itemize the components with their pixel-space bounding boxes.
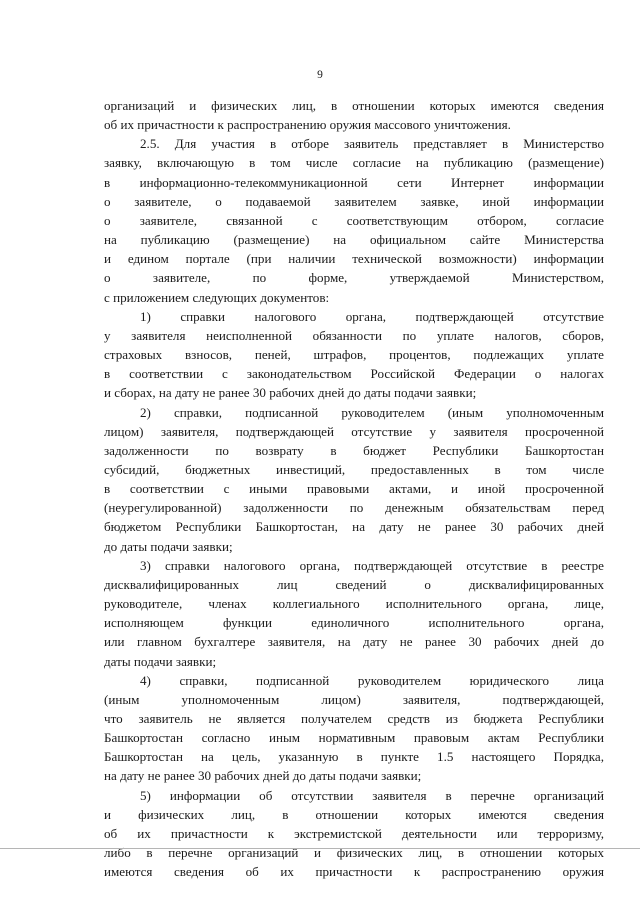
- text-line: о заявителе, о подаваемой заявителем заявке, иной информации: [104, 193, 604, 209]
- text-line: с приложением следующих документов:: [104, 289, 330, 305]
- text-line: организаций и физических лиц, в отношении которых имеются сведения: [104, 98, 604, 113]
- text-line: у заявителя неисполненной обязанности по уплате налогов, сборов,: [104, 327, 604, 343]
- footer-divider: [0, 848, 640, 849]
- text-line: Башкортостан на цель, указанную в пункте 1.5 настоящего Порядка,: [104, 749, 604, 765]
- text-line: 4) справки, подписанной руководителем юридического лица: [140, 672, 604, 688]
- text-line: до даты подачи заявки;: [104, 538, 233, 554]
- text-line: об их причастности к распространению оружия массового уничтожения.: [104, 117, 511, 133]
- text-line: Башкортостан согласно иным нормативным правовым актам Республики: [104, 730, 604, 746]
- text-line: (неурегулированной) задолженности по денежным обязательствам перед: [104, 500, 604, 516]
- text-line: бюджетом Республики Башкортостан, на дату не ранее 30 рабочих дней: [104, 519, 604, 535]
- text-line: дисквалифицированных лиц сведений о дисквалифицированных: [104, 576, 604, 592]
- text-line: на дату не ранее 30 рабочих дней до даты подачи заявки;: [104, 768, 422, 784]
- text-line: и едином портале (при наличии технической возможности) информации: [104, 251, 604, 267]
- text-line: даты подачи заявки;: [104, 653, 217, 669]
- text-line: 2.5. Для участия в отборе заявитель представляет в Министерство: [140, 136, 604, 152]
- text-line: 5) информации об отсутствии заявителя в перечне организаций: [140, 787, 604, 803]
- text-line: на публикацию (размещение) на официальном сайте Министерства: [104, 232, 604, 248]
- text-line: исполняющем функции единоличного исполнительного органа,: [104, 615, 604, 631]
- text-line: о заявителе, по форме, утверждаемой Министерством,: [104, 270, 604, 286]
- text-line: о заявителе, связанной с соответствующим отбором, согласие: [104, 212, 604, 228]
- text-line: и физических лиц, в отношении которых имеются сведения: [104, 806, 604, 822]
- text-line: имеются сведения об их причастности к распространению оружия: [104, 864, 604, 880]
- text-line: что заявитель не является получателем средств из бюджета Республики: [104, 711, 604, 726]
- page-number: 9: [317, 69, 323, 81]
- text-line: заявку, включающую в том числе согласие на публикацию (размещение): [104, 155, 604, 171]
- text-line: 3) справки налогового органа, подтверждающей отсутствие в реестре: [140, 557, 604, 573]
- text-line: об их причастности к экстремистской деятельности или терроризму,: [104, 825, 604, 841]
- text-line: в соответствии с законодательством Российской Федерации о налогах: [104, 366, 604, 382]
- text-line: руководителе, членах коллегиального исполнительного органа, лице,: [104, 596, 604, 612]
- text-line: субсидий, бюджетных инвестиций, предоставленных в том числе: [104, 461, 604, 477]
- text-line: 2) справки, подписанной руководителем (иным уполномоченным: [140, 404, 604, 420]
- text-line: в информационно-телекоммуникационной сети Интернет информации: [104, 174, 604, 190]
- text-line: задолженности по возврату в бюджет Республики Башкортостан: [104, 442, 604, 458]
- text-line: или главном бухгалтере заявителя, на дату не ранее 30 рабочих дней до: [104, 634, 604, 650]
- text-line: страховых взносов, пеней, штрафов, процентов, подлежащих уплате: [104, 347, 604, 363]
- text-line: в соответствии с иными правовыми актами, и иной просроченной: [104, 481, 604, 497]
- text-line: и сборах, на дату не ранее 30 рабочих дней до даты подачи заявки;: [104, 385, 477, 401]
- text-line: (иным уполномоченным лицом) заявителя, подтверждающей,: [104, 691, 604, 707]
- text-line: лицом) заявителя, подтверждающей отсутствие у заявителя просроченной: [104, 423, 604, 439]
- text-line: либо в перечне организаций и физических лиц, в отношении которых: [104, 845, 604, 861]
- text-line: 1) справки налогового органа, подтверждающей отсутствие: [140, 308, 604, 324]
- document-body: [104, 96, 604, 881]
